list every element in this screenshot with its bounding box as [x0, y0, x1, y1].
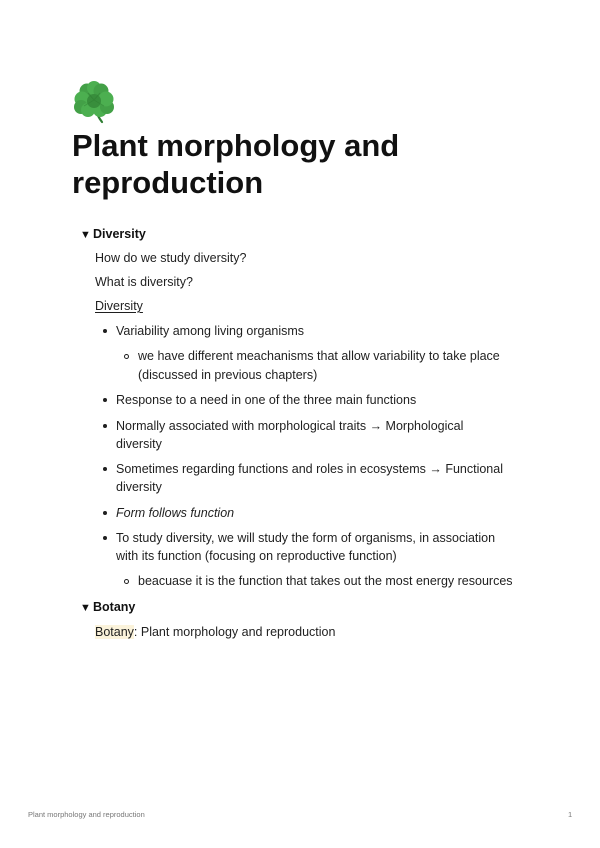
- question-how: How do we study diversity?: [95, 251, 247, 265]
- list-item-morphological-cont: diversity: [116, 437, 162, 451]
- term-botany: Botany: [95, 625, 134, 639]
- list-item-variability: Variability among living organisms: [116, 324, 305, 338]
- triangle-down-icon[interactable]: ▼: [80, 602, 91, 614]
- triangle-down-icon[interactable]: ▼: [80, 229, 91, 241]
- term-diversity: Diversity: [95, 299, 143, 313]
- sub-bullet-circle: [124, 354, 129, 359]
- bullet-dot: [103, 398, 107, 402]
- list-item-functional-cont: diversity: [116, 480, 162, 494]
- list-item-response: Response to a need in one of the three main functions: [116, 393, 417, 407]
- bullet-dot: [103, 424, 107, 428]
- toggle-diversity-label: Diversity: [93, 227, 146, 241]
- list-item-form-follows-function: Form follows function: [116, 506, 235, 520]
- list-item-study-diversity-cont: with its function (focusing on reproductive function): [116, 549, 397, 563]
- list-item-morphological: Normally associated with morphological traits → Morphological: [116, 419, 464, 433]
- sub-item-energy: beacuase it is the function that takes out the most energy resources: [138, 574, 513, 588]
- bullet-dot: [103, 536, 107, 540]
- sub-item-mechanisms-cont: (discussed in previous chapters): [138, 368, 318, 382]
- page-title: Plant morphology and reproduction: [72, 128, 400, 200]
- list-item-study-diversity: To study diversity, we will study the form of organisms, in association: [116, 531, 496, 545]
- toggle-diversity[interactable]: [80, 225, 146, 243]
- botany-definition-text: : Plant morphology and reproduction: [133, 625, 336, 639]
- bullet-dot: [103, 511, 107, 515]
- sub-item-mechanisms: we have different meachanisms that allow variability to take place: [138, 349, 500, 363]
- list-item-functional: Sometimes regarding functions and roles in ecosystems → Functional: [116, 462, 503, 476]
- sub-bullet-circle: [124, 579, 129, 584]
- toggle-botany[interactable]: [80, 598, 135, 616]
- bullet-dot: [103, 329, 107, 333]
- page-number: 1: [568, 810, 573, 819]
- question-what: What is diversity?: [95, 275, 193, 289]
- shamrock-icon: [72, 80, 116, 124]
- botany-definition: [95, 623, 335, 641]
- bullet-dot: [103, 467, 107, 471]
- footer-title: Plant morphology and reproduction: [28, 810, 145, 819]
- toggle-botany-label: Botany: [93, 600, 136, 614]
